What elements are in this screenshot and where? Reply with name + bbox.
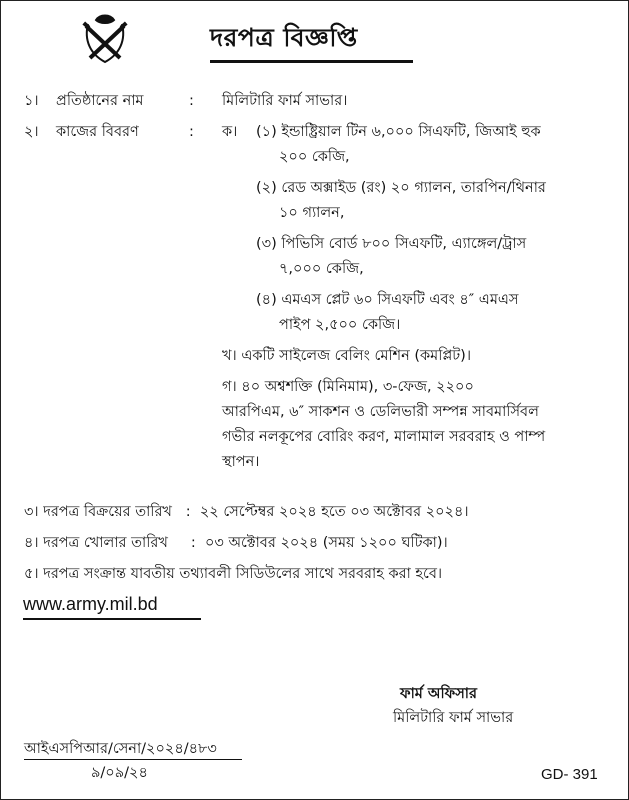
item2-ga-line2: আরপিএম, ৬″ সাকশন ও ডেলিভারী সম্পন্ন সাবমার্সিবল: [222, 404, 539, 420]
title-underline: [210, 60, 413, 63]
item2-ka3-line1: (৩) পিভিসি বোর্ড ৮০০ সিএফটি, এ্যাঙ্গেল/ট্রাস: [256, 236, 527, 252]
item5-schedule-note: ৫। দরপত্র সংক্রান্ত যাবতীয় তথ্যাবলী সিডিউলের সাথে সরবরাহ করা হবে।: [24, 566, 443, 582]
item2-ka1-line2: ২০০ কেজি,: [279, 149, 350, 165]
item1-label: প্রতিষ্ঠানের নাম: [56, 93, 144, 109]
item2-ka4-line1: (৪) এমএস প্লেট ৬০ সিএফটি এবং ৪″ এমএস: [256, 292, 519, 308]
signatory-unit: মিলিটারি ফার্ম সাভার: [393, 710, 514, 726]
item4-opening-date: ৪। দরপত্র খোলার তারিখ : ০৩ অক্টোবর ২০২৪ (সময় ১২০০ ঘটিকা)।: [24, 535, 448, 551]
item1-value: মিলিটারি ফার্ম সাভার।: [222, 93, 348, 109]
item1-number: ১।: [24, 93, 39, 109]
reference-underline: [24, 759, 242, 760]
item2-ka3-line2: ৭,০০০ কেজি,: [279, 261, 364, 277]
item2-colon: :: [189, 124, 194, 140]
signatory-designation: ফার্ম অফিসার: [400, 686, 477, 702]
reference-date: ৯/০৯/২৪: [91, 765, 148, 781]
item2-ga-line1: গ। ৪০ অশ্বশক্তি (মিনিমাম), ৩-ফেজ, ২২০০: [222, 379, 474, 395]
item1-colon: :: [189, 93, 194, 109]
gd-code: GD- 391: [541, 766, 598, 783]
item2-kha: খ। একটি সাইলেজ বেলিং মেশিন (কমপ্লিট)।: [222, 348, 472, 364]
reference-number: আইএসপিআর/সেনা/২০২৪/৪৮৩: [24, 741, 217, 757]
item2-ka4-line2: পাইপ ২,৫০০ কেজি।: [279, 317, 401, 333]
item2-label: কাজের বিবরণ: [56, 124, 139, 140]
item2-ka-marker: ক।: [222, 124, 238, 140]
item2-ka1-line1: (১) ইন্ডাষ্ট্রিয়াল টিন ৬,০০০ সিএফটি, জিআই হুক: [256, 124, 541, 140]
notice-title: দরপত্র বিজ্ঞপ্তি: [210, 23, 358, 52]
item2-ga-line3: গভীর নলকূপের বোরিং করণ, মালামাল সরবরাহ ও পাম্প: [222, 429, 546, 445]
item2-ka2-line2: ১০ গ্যালন,: [279, 205, 345, 221]
website-link[interactable]: www.army.mil.bd: [23, 594, 158, 614]
item3-sale-date: ৩। দরপত্র বিক্রয়ের তারিখ : ২২ সেপ্টেম্বর ২০২৪ হতে ০৩ অক্টোবর ২০২৪।: [24, 504, 469, 520]
website-underline: [23, 618, 201, 620]
item2-ga-line4: স্থাপন।: [222, 454, 260, 470]
army-crossed-swords-emblem-icon: [76, 10, 134, 66]
item2-ka2-line1: (২) রেড অক্সাইড (রং) ২০ গ্যালন, তারপিন/থিনার: [256, 180, 546, 196]
item2-number: ২।: [24, 124, 39, 140]
